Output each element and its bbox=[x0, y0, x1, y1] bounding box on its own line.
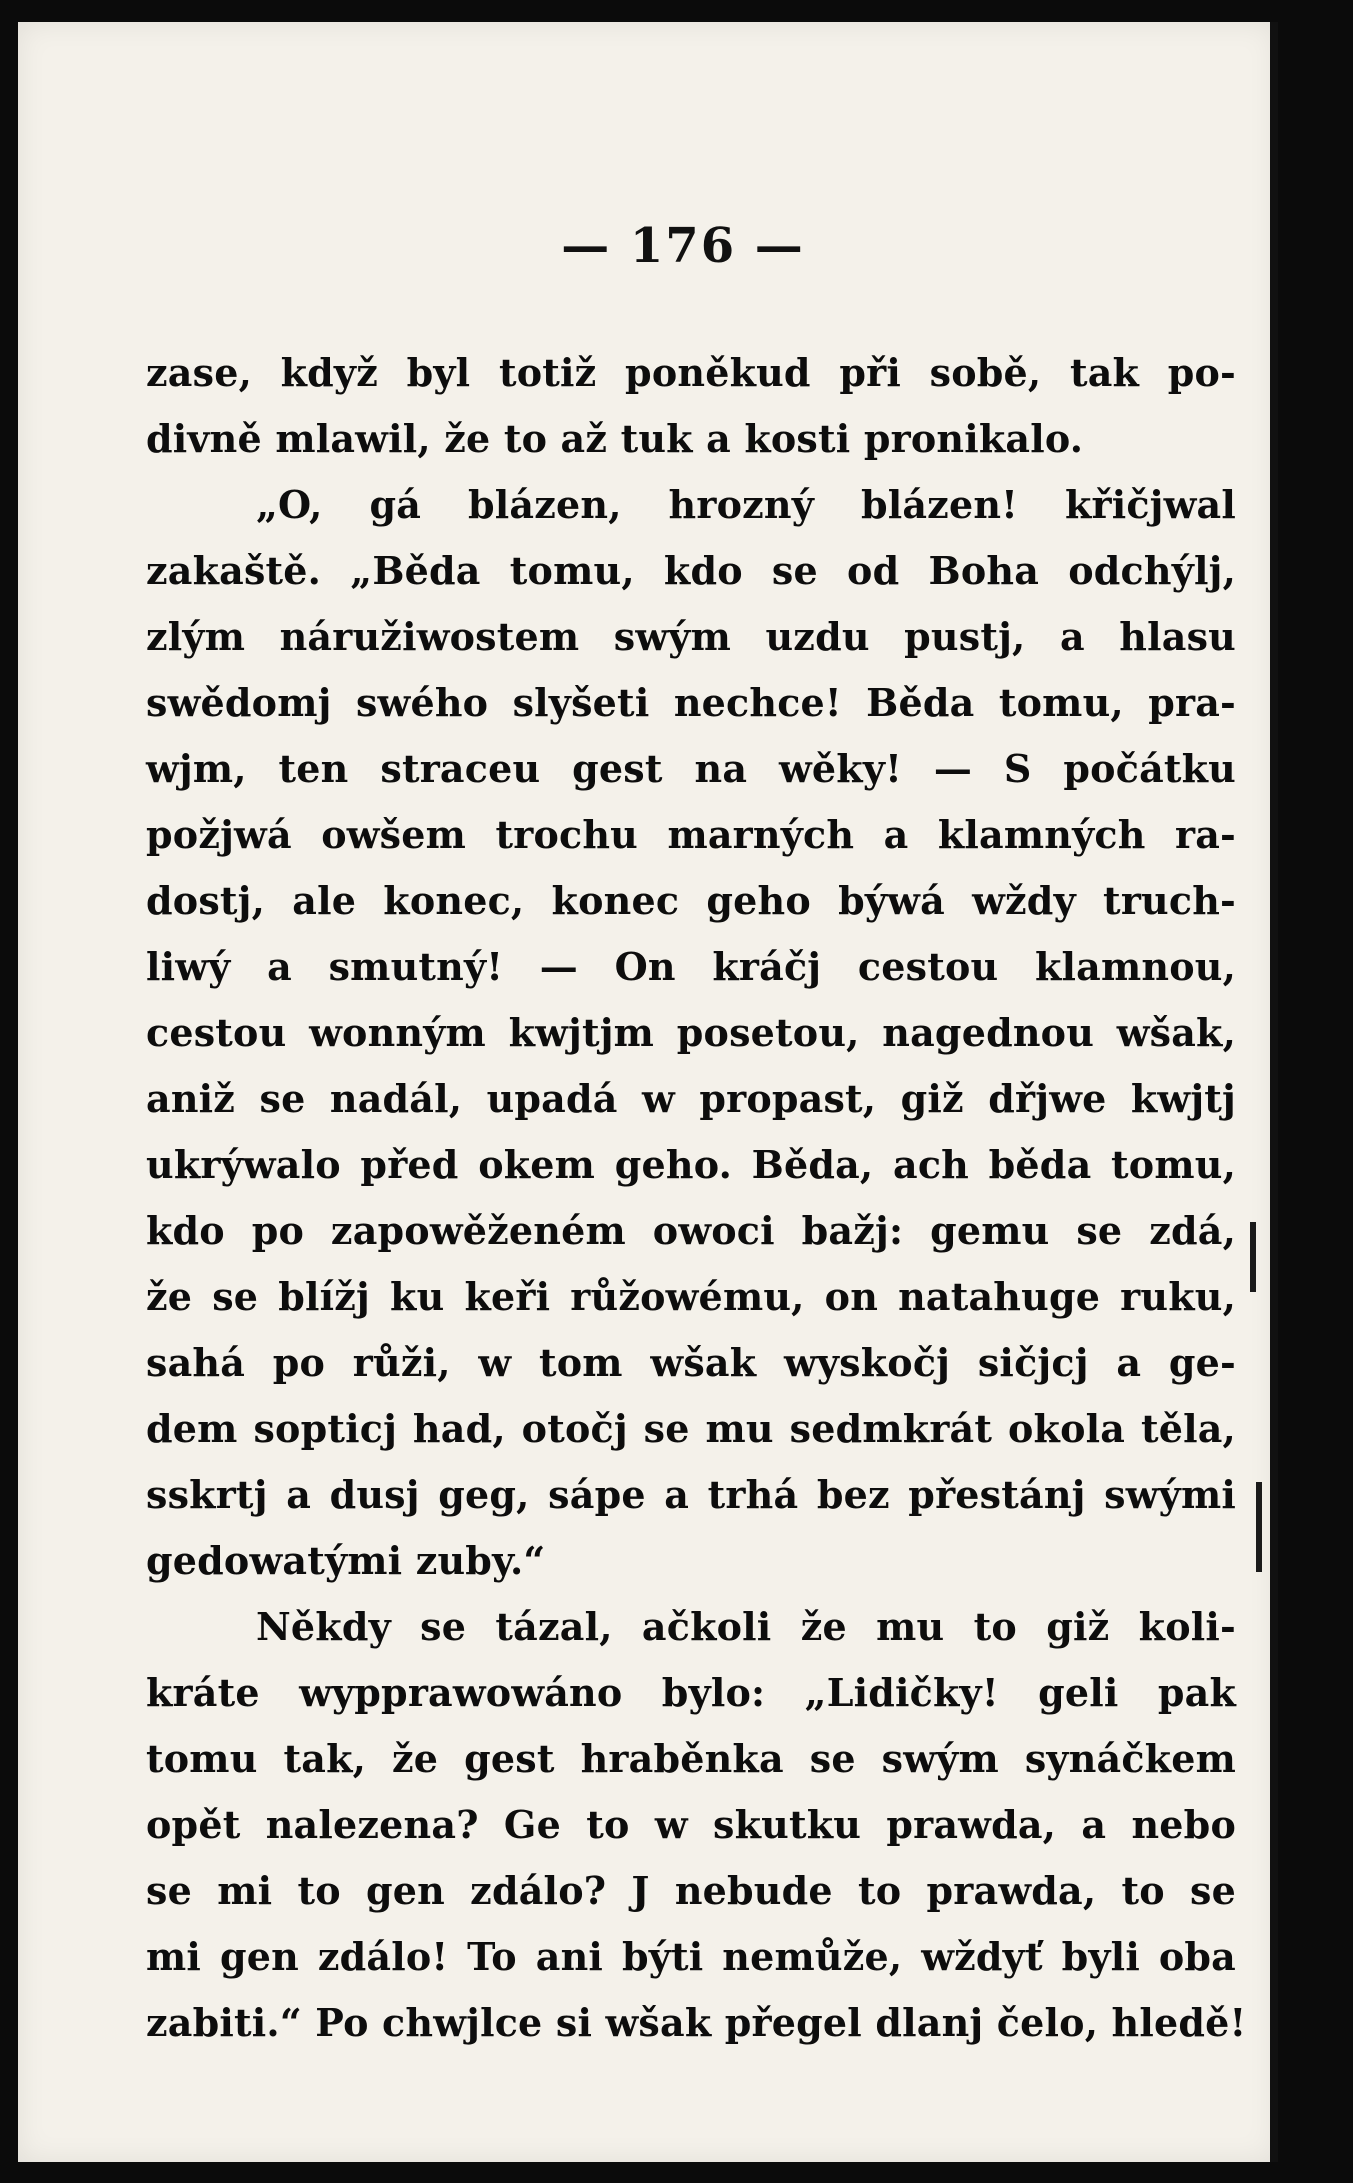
book-page bbox=[18, 22, 1276, 2162]
text-line: „O, gá blázen, hrozný blázen! křičjwal bbox=[256, 482, 1236, 527]
text-line: kráte wypprawowáno bylo: „Lidičky! geli pak bbox=[146, 1670, 1236, 1715]
text-line: Někdy se tázal, ačkoli že mu to giž koli- bbox=[256, 1604, 1236, 1649]
text-line: mi gen zdálo! To ani býti nemůže, wždyť byli oba bbox=[146, 1934, 1236, 1979]
text-line: dem sopticj had, otočj se mu sedmkrát okola těla, bbox=[146, 1406, 1236, 1451]
text-line: wjm, ten straceu gest na wěky! — S počátku bbox=[146, 746, 1236, 791]
text-line: zlým náružiwostem swým uzdu pustj, a hlasu bbox=[146, 614, 1236, 659]
text-line: swědomj swého slyšeti nechce! Běda tomu, pra- bbox=[146, 680, 1236, 725]
margin-mark bbox=[1256, 1482, 1262, 1572]
text-line: tomu tak, že gest hraběnka se swým synáčkem bbox=[146, 1736, 1236, 1781]
text-line: požjwá owšem trochu marných a klamných ra- bbox=[146, 812, 1236, 857]
page-edge-shadow bbox=[1270, 22, 1278, 2162]
page-number: — 176 — bbox=[561, 218, 805, 274]
text-line: aniž se nadál, upadá w propast, giž dřjwe kwjtj bbox=[146, 1076, 1236, 1121]
text-line: že se blížj ku keři růžowému, on natahuge ruku, bbox=[146, 1274, 1236, 1319]
body-text bbox=[146, 340, 1247, 2056]
text-line: ukrýwalo před okem geho. Běda, ach běda tomu, bbox=[146, 1142, 1236, 1187]
text-line: opět nalezena? Ge to w skutku prawda, a nebo bbox=[146, 1802, 1236, 1847]
text-line: sskrtj a dusj geg, sápe a trhá bez přestánj swými bbox=[146, 1472, 1236, 1517]
text-line: sahá po růži, w tom wšak wyskočj sičjcj a ge- bbox=[146, 1340, 1236, 1385]
text-line: zase, když byl totiž poněkud při sobě, tak po- bbox=[146, 350, 1236, 395]
text-line: zakaště. „Běda tomu, kdo se od Boha odchýlj, bbox=[146, 548, 1236, 593]
text-line: se mi to gen zdálo? J nebude to prawda, to se bbox=[146, 1868, 1236, 1913]
text-line: cestou wonným kwjtjm posetou, nagednou wšak, bbox=[146, 1010, 1236, 1055]
margin-mark bbox=[1250, 1222, 1256, 1292]
text-line: dostj, ale konec, konec geho býwá wždy truch- bbox=[146, 878, 1236, 923]
text-line: kdo po zapowěženém owoci bažj: gemu se zdá, bbox=[146, 1208, 1236, 1253]
text-line: gedowatými zuby.“ bbox=[146, 1538, 546, 1583]
text-line: zabiti.“ Po chwjlce si wšak přegel dlanj čelo, hledě! bbox=[146, 2000, 1247, 2045]
text-line: liwý a smutný! — On kráčj cestou klamnou, bbox=[146, 944, 1236, 989]
text-line: divně mlawil, že to až tuk a kosti pronikalo. bbox=[146, 416, 1084, 461]
